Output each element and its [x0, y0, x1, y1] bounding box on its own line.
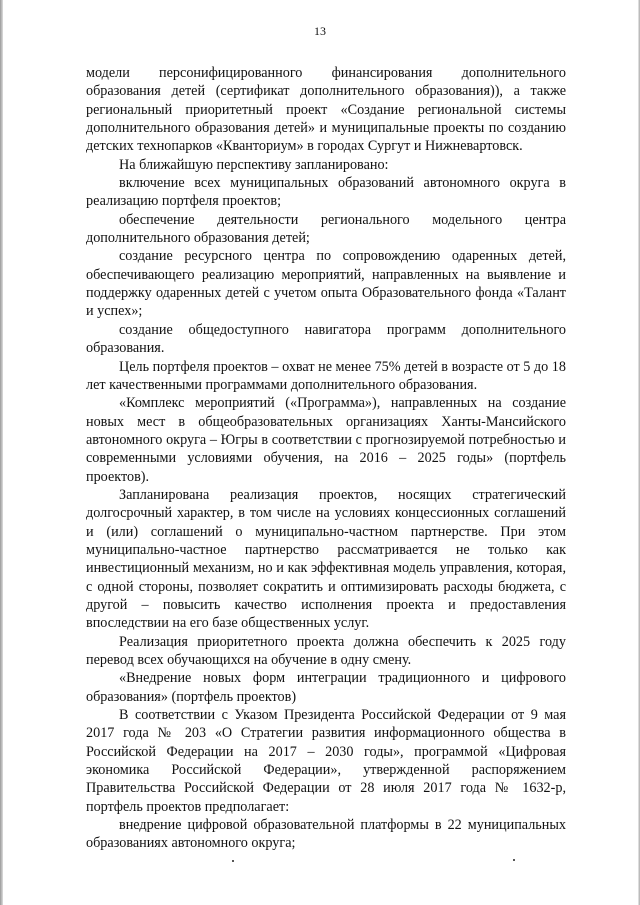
paragraph: Запланирована реализация проектов, носящих стратегический долгосрочный характер, в том числе на условиях концессионных соглашений и (или) соглашений о муниципально-частном партнерстве. При этом муниципально-частное партнерство рассматривается не только как инвестиционный механизм, но и как эффективная модель управления, которая, с одной стороны, позволяет сократить и оптимизировать расходы бюджета, с другой – повысить качество исполнения проекта и предоставления впоследствии на его базе общественных услуг. — [86, 486, 566, 632]
paragraph: включение всех муниципальных образований автономного округа в реализацию портфеля проектов; — [86, 175, 566, 210]
scan-speck — [232, 860, 234, 862]
paragraph: «Внедрение новых форм интеграции традиционного и цифрового образования» (портфель проектов) — [86, 670, 566, 705]
paragraph: создание ресурсного центра по сопровождению одаренных детей, обеспечивающего реализацию мероприятий, направленных на выявление и поддержку одаренных детей с учетом опыта Образовательного фонда «Талант и успех»; — [86, 248, 566, 320]
paragraph: Реализация приоритетного проекта должна обеспечить к 2025 году перевод всех обучающихся на обучение в одну смену. — [86, 633, 566, 668]
scan-speck — [513, 859, 515, 861]
paragraph: внедрение цифровой образовательной платформы в 22 муниципальных образованиях автономного округа; — [86, 817, 566, 852]
page-number: 13 — [314, 24, 326, 38]
paragraph: В соответствии с Указом Президента Российской Федерации от 9 мая 2017 года № 203 «О Стратегии развития информационного общества в Российской Федерации на 2017 – 2030 годы», программой «Цифровая экономика Российской Федерации», утвержденной распоряжением Правительства Российской Федерации от 28 июля 2017 года № 1632-р, портфель проектов предполагает: — [86, 707, 566, 815]
paragraph: На ближайшую перспективу запланировано: — [119, 156, 389, 173]
document-body — [86, 64, 566, 853]
paragraph: «Комплекс мероприятий («Программа»), направленных на создание новых мест в общеобразовательных организациях Ханты-Мансийского автономного округа – Югры в соответствии с прогнозируемой потребностью и современными условиями обучения, на 2016 – 2025 годы» (портфель проектов). — [86, 395, 566, 485]
paragraph: Цель портфеля проектов – охват не менее 75% детей в возрасте от 5 до 18 лет качественными программами дополнительного образования. — [86, 358, 566, 393]
paragraph: создание общедоступного навигатора программ дополнительного образования. — [86, 321, 566, 357]
paragraph: модели персонифицированного финансирования дополнительного образования детей (сертификат дополнительного образования)), а также региональный приоритетный проект «Создание региональной системы дополнительного образования детей» и муниципальные проекты по созданию детских технопарков «Кванториум» в городах Сургут и Нижневартовск. — [86, 65, 566, 155]
page-edge-left — [0, 0, 3, 905]
paragraph: обеспечение деятельности регионального модельного центра дополнительного образования детей; — [86, 211, 566, 247]
